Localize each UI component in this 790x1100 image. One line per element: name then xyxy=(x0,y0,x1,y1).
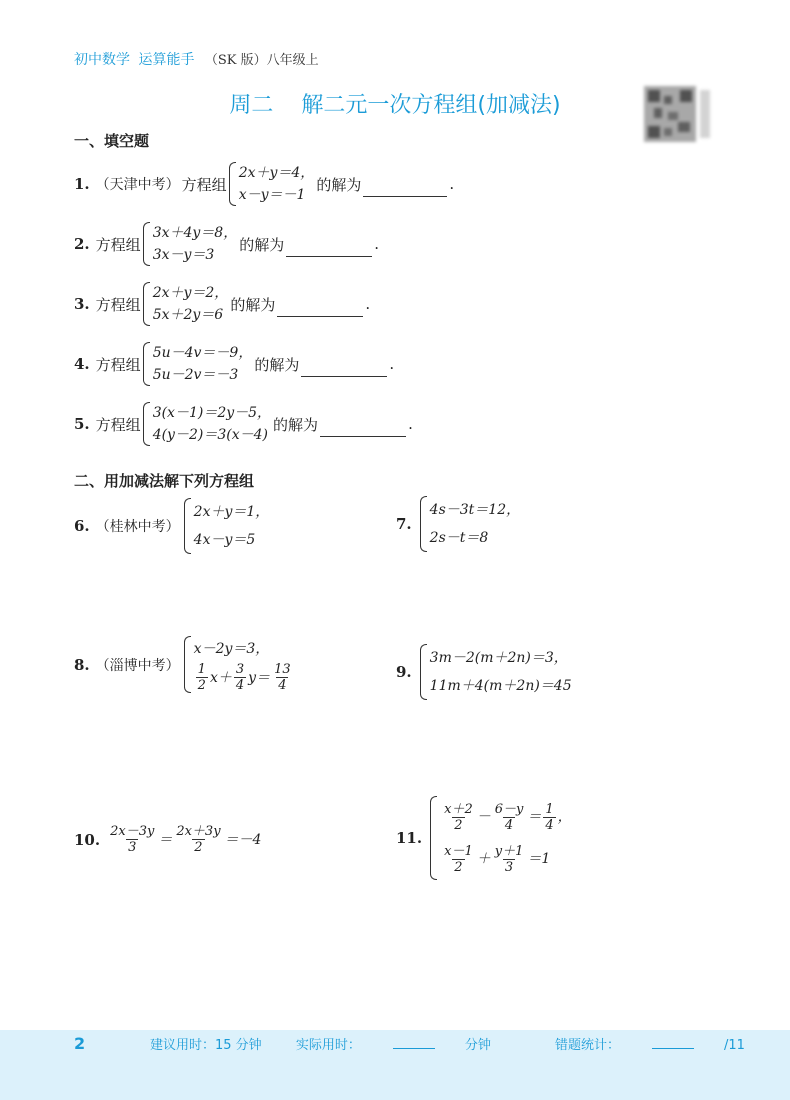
fraction: $\frac{2x-3y}{3}$ xyxy=(110,824,155,855)
brace xyxy=(184,636,191,693)
equation: 2x＋y＝2， xyxy=(152,285,229,301)
fraction: $\frac{x+2}{2}$ xyxy=(444,801,473,833)
brace xyxy=(420,496,427,552)
brace xyxy=(430,796,437,880)
solve-item-8 xyxy=(74,636,297,693)
equation-system xyxy=(184,498,270,554)
item-label: 方程组 xyxy=(95,355,141,374)
equation-system xyxy=(420,644,572,700)
title-week: 周二 xyxy=(229,93,274,118)
equation: 5u－4v＝－9， xyxy=(152,345,253,361)
answer-blank[interactable] xyxy=(320,412,406,437)
error-count-blank[interactable] xyxy=(652,1036,694,1049)
brace xyxy=(229,162,236,206)
item-label: 方程组 xyxy=(95,235,141,254)
fill-item-5 xyxy=(74,402,413,446)
equation: 2x＋y＝1， xyxy=(193,504,270,520)
brace xyxy=(184,498,191,554)
fraction: $\frac{2x+3y}{2}$ xyxy=(176,824,221,855)
time-stats xyxy=(150,1034,790,1053)
equation-system xyxy=(143,222,238,266)
title-topic: 解二元一次方程组(加减法) xyxy=(301,93,561,118)
equation-system xyxy=(420,496,520,552)
equation-system xyxy=(143,402,271,446)
item-number: 7. xyxy=(396,515,412,533)
equation: $\frac{x+2}{2}$ － $\frac{6-y}{4}$ ＝ $\frac{1}{4}$ ， xyxy=(444,801,572,833)
equation: 4(y－2)＝3(x－4) xyxy=(152,427,268,443)
item-end: . xyxy=(365,295,371,313)
equation: 5u－2v＝－3 xyxy=(152,367,239,383)
equation-system xyxy=(143,342,253,386)
equation: 3x＋4y＝8， xyxy=(152,225,238,241)
item-number: 2. xyxy=(74,235,90,253)
solve-item-6 xyxy=(74,498,271,554)
page-footer xyxy=(0,1030,790,1100)
item-suffix: 的解为 xyxy=(230,295,276,314)
actual-time-blank[interactable] xyxy=(393,1036,435,1049)
equation: 3(x－1)＝2y－5， xyxy=(152,405,272,421)
equation: x－y＝－1 xyxy=(238,187,306,203)
item-suffix: 的解为 xyxy=(239,235,285,254)
item-label: 方程组 xyxy=(181,175,227,194)
fill-item-1 xyxy=(74,162,454,206)
solve-item-9 xyxy=(396,644,574,700)
answer-blank[interactable] xyxy=(286,232,372,257)
item-number: 6. xyxy=(74,517,90,535)
suggested-time: 建议用时：15 分钟 xyxy=(150,1038,262,1053)
subject-label: 初中数学 xyxy=(74,52,130,68)
item-number: 8. xyxy=(74,655,90,674)
equation: 4s－3t＝12， xyxy=(429,502,521,518)
fraction: $\frac{1}{2}$ xyxy=(197,662,206,693)
item-number: 3. xyxy=(74,295,90,313)
item-source: （淄博中考） xyxy=(95,657,180,674)
brace xyxy=(143,342,150,386)
item-number: 5. xyxy=(74,415,90,433)
item-number: 10. xyxy=(74,830,101,849)
section-fill-blank: 一、填空题 xyxy=(74,132,150,150)
equation: 2s－t＝8 xyxy=(429,530,489,546)
fill-item-4 xyxy=(74,342,394,386)
equation: 3m－2(m＋2n)＝3， xyxy=(429,650,568,666)
brace xyxy=(143,282,150,326)
item-suffix: 的解为 xyxy=(254,355,300,374)
section-solve: 二、用加减法解下列方程组 xyxy=(74,472,255,490)
equation-system xyxy=(430,796,572,880)
brace xyxy=(143,402,150,446)
qr-code-icon xyxy=(644,86,714,142)
item-label: 方程组 xyxy=(95,415,141,434)
equation: 11m＋4(m＋2n)＝45 xyxy=(429,678,572,694)
fill-item-3 xyxy=(74,282,370,326)
item-source: （天津中考） xyxy=(95,177,180,193)
item-suffix: 的解为 xyxy=(273,415,319,434)
solve-item-10 xyxy=(74,824,261,855)
solve-item-11 xyxy=(396,796,574,880)
equation: x－2y＝3， xyxy=(193,641,270,657)
item-number: 9. xyxy=(396,663,412,681)
page-number: 2 xyxy=(74,1034,86,1053)
fraction: $\frac{3}{4}$ xyxy=(235,662,245,693)
equation: 3x－y＝3 xyxy=(152,247,215,263)
item-end: . xyxy=(449,175,455,193)
equation: 4x－y＝5 xyxy=(193,532,256,548)
equation: 2x＋y＝4， xyxy=(238,165,315,181)
edition-label: （SK 版）八年级上 xyxy=(204,53,319,68)
book-header xyxy=(74,49,319,69)
equation: $\frac{2x-3y}{3}$ ＝ $\frac{2x+3y}{2}$ ＝－4 xyxy=(110,824,262,855)
solve-item-7 xyxy=(396,496,522,552)
brace xyxy=(420,644,427,700)
fraction: $\frac{x-1}{2}$ xyxy=(444,843,473,875)
item-number: 11. xyxy=(396,829,423,847)
item-suffix: 的解为 xyxy=(316,175,362,194)
answer-blank[interactable] xyxy=(277,292,363,317)
fraction: $\frac{13}{4}$ xyxy=(274,662,291,693)
item-source: （桂林中考） xyxy=(95,519,180,535)
brand-label: 运算能手 xyxy=(138,52,195,68)
item-number: 1. xyxy=(74,175,90,193)
answer-blank[interactable] xyxy=(301,352,387,377)
equation-system xyxy=(229,162,315,206)
error-stats: 错题统计： /11 xyxy=(555,1038,745,1053)
equation: $\frac{1}{2}$ x＋ $\frac{3}{4}$ y＝ $\frac{13}{4}$ xyxy=(197,662,291,693)
item-label: 方程组 xyxy=(95,295,141,314)
equation-system xyxy=(184,636,295,693)
equation: $\frac{x-1}{2}$ ＋ $\frac{y+1}{3}$ ＝1 xyxy=(444,843,551,875)
answer-blank[interactable] xyxy=(363,172,447,197)
fraction: $\frac{6-y}{4}$ xyxy=(494,801,524,833)
item-end: . xyxy=(374,235,380,253)
fill-item-2 xyxy=(74,222,379,266)
brace xyxy=(143,222,150,266)
item-number: 4. xyxy=(74,355,90,373)
equation: 5x＋2y＝6 xyxy=(152,307,224,323)
fraction: $\frac{y+1}{3}$ xyxy=(494,843,524,875)
item-end: . xyxy=(408,415,413,433)
equation-system xyxy=(143,282,229,326)
item-end: . xyxy=(389,355,395,373)
fraction: $\frac{1}{4}$ xyxy=(545,801,554,833)
actual-time: 实际用时： 分钟 xyxy=(295,1038,491,1053)
